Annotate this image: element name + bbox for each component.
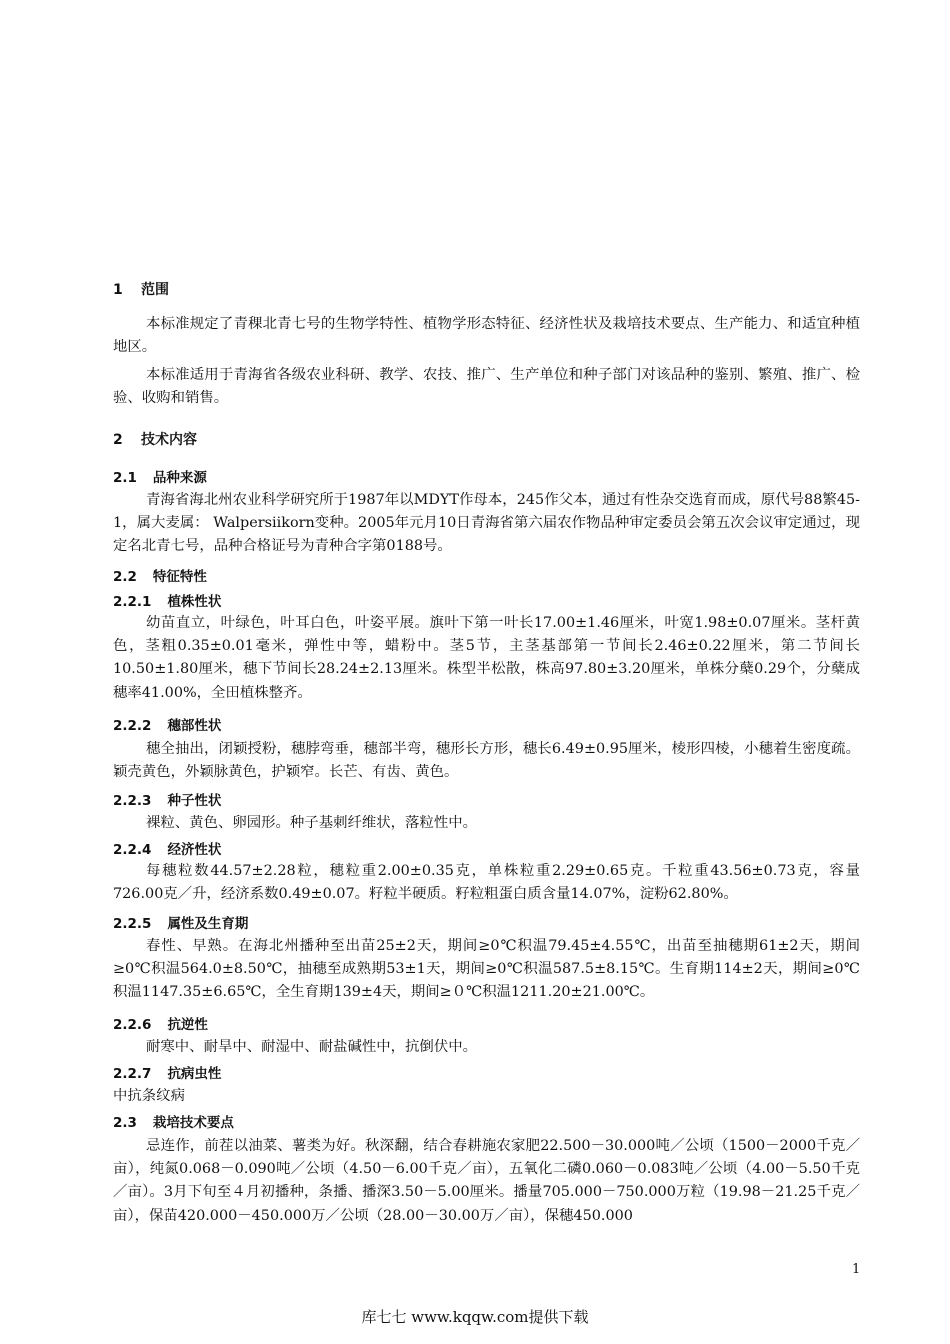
subsection-number: 2.2.2 bbox=[113, 718, 152, 734]
subsection-heading-2-2-1 bbox=[113, 590, 221, 610]
subsection-title: 品种来源 bbox=[152, 470, 207, 486]
subsection-heading-2-2-5 bbox=[113, 912, 248, 932]
subsection-title: 植株性状 bbox=[167, 594, 222, 610]
subsection-number: 2.2 bbox=[113, 569, 137, 585]
footer-watermark: 库七七 www.kqqw.com提供下载 bbox=[361, 1308, 589, 1326]
subsection-number: 2.2.4 bbox=[113, 842, 152, 858]
section-title: 技术内容 bbox=[141, 432, 197, 448]
section-title: 范围 bbox=[141, 282, 169, 298]
subsection-title: 穗部性状 bbox=[167, 718, 222, 734]
spike-traits-paragraph: 穗全抽出，闭颖授粉，穗脖弯垂，穗部半弯，穗形长方形，穗长6.49±0.95厘米，棱形四棱，小穗着生密度疏。颖壳黄色，外颖脉黄色，护颖窄。长芒、有齿、黄色。 bbox=[113, 741, 860, 781]
scope-paragraph-1: 本标准规定了青稞北青七号的生物学特性、植物学形态特征、经济性状及栽培技术要点、生产能力、和适宜种植地区。 bbox=[113, 316, 860, 356]
section-number: 2 bbox=[113, 432, 123, 448]
subsection-number: 2.1 bbox=[113, 470, 137, 486]
subsection-number: 2.2.6 bbox=[113, 1017, 152, 1033]
subsection-heading-2-2-6 bbox=[113, 1013, 208, 1033]
subsection-heading-2-2-2 bbox=[113, 714, 221, 734]
subsection-heading-2-2-3 bbox=[113, 789, 221, 809]
subsection-number: 2.3 bbox=[113, 1115, 137, 1131]
subsection-title: 属性及生育期 bbox=[167, 916, 249, 932]
subsection-title: 种子性状 bbox=[167, 793, 222, 809]
subsection-heading-2-2-7 bbox=[113, 1062, 221, 1082]
section-number: 1 bbox=[113, 282, 123, 298]
subsection-number: 2.2.5 bbox=[113, 916, 152, 932]
section-heading-2 bbox=[113, 429, 197, 449]
economic-traits-paragraph: 每穗粒数44.57±2.28粒，穗粒重2.00±0.35克，单株粒重2.29±0.65克。千粒重43.56±0.73克，容量726.00克／升，经济系数0.49±0.07。籽粒半硬质。籽粒粗蛋白质含量14.07%，淀粉62.80%。 bbox=[113, 863, 860, 903]
page-number: 1 bbox=[852, 1262, 861, 1277]
subsection-title: 经济性状 bbox=[167, 842, 222, 858]
subsection-title: 栽培技术要点 bbox=[152, 1115, 234, 1131]
subsection-number: 2.2.7 bbox=[113, 1066, 152, 1082]
scope-paragraph-2: 本标准适用于青海省各级农业科研、教学、农技、推广、生产单位和种子部门对该品种的鉴别、繁殖、推广、检验、收购和销售。 bbox=[113, 367, 860, 407]
seed-traits-paragraph: 裸粒、黄色、卵园形。种子基刺纤维状，落粒性中。 bbox=[146, 815, 477, 831]
subsection-title: 抗病虫性 bbox=[167, 1066, 222, 1082]
subsection-heading-2-3 bbox=[113, 1111, 234, 1131]
subsection-heading-2-2-4 bbox=[113, 838, 221, 858]
subsection-heading-2-1 bbox=[113, 466, 207, 486]
subsection-title: 抗逆性 bbox=[167, 1017, 208, 1033]
variety-origin-paragraph: 青海省海北州农业科学研究所于1987年以MDYT作母本，245作父本，通过有性杂交选育而成，原代号88繁45-1，属大麦属： Walpersiikorn变种。2005年元月10日青海省第六届农作物品种审定委员会第五次会议审定通过，现定名北青七号，品种合格证号为青种合字第0188号。 bbox=[113, 492, 860, 555]
subsection-number: 2.2.3 bbox=[113, 793, 152, 809]
plant-traits-paragraph: 幼苗直立，叶绿色，叶耳白色，叶姿平展。旗叶下第一叶长17.00±1.46厘米，叶宽1.98±0.07厘米。茎杆黄色，茎粗0.35±0.01毫米，弹性中等，蜡粉中。茎5节，主茎基部第一节间长2.46±0.22厘米，第二节间长10.50±1.80厘米，穗下节间长28.24±2.13厘米。株型半松散，株高97.80±3.20厘米，单株分蘖0.29个，分蘖成穗率41.00%，全田植株整齐。 bbox=[113, 615, 860, 701]
disease-resistance-paragraph: 中抗条纹病 bbox=[113, 1088, 185, 1104]
subsection-heading-2-2 bbox=[113, 565, 207, 585]
subsection-title: 特征特性 bbox=[152, 569, 207, 585]
section-heading-1 bbox=[113, 279, 169, 299]
growth-period-paragraph: 春性、早熟。在海北州播种至出苗25±2天，期间≥0℃积温79.45±4.55℃，出苗至抽穗期61±2天，期间≥0℃积温564.0±8.50℃，抽穗至成熟期53±1天，期间≥0℃积温587.5±8.15℃。生育期114±2天，期间≥0℃积温1147.35±6.65℃，全生育期139±4天，期间≥０℃积温1211.20±21.00℃。 bbox=[113, 938, 860, 1001]
subsection-number: 2.2.1 bbox=[113, 594, 152, 610]
cultivation-paragraph: 忌连作，前茬以油菜、薯类为好。秋深翻，结合春耕施农家肥22.500－30.000吨／公顷（1500－2000千克／亩），纯氮0.068－0.090吨／公顷（4.50－6.00千克／亩），五氧化二磷0.060－0.083吨／公顷（4.00－5.50千克／亩）。3月下旬至４月初播种，条播、播深3.50－5.00厘米。播量705.000－750.000万粒（19.98－21.25千克／亩），保苗420.000－450.000万／公顷（28.00－30.00万／亩），保穗450.000 bbox=[113, 1138, 860, 1224]
stress-resistance-paragraph: 耐寒中、耐旱中、耐湿中、耐盐碱性中，抗倒伏中。 bbox=[146, 1039, 477, 1055]
